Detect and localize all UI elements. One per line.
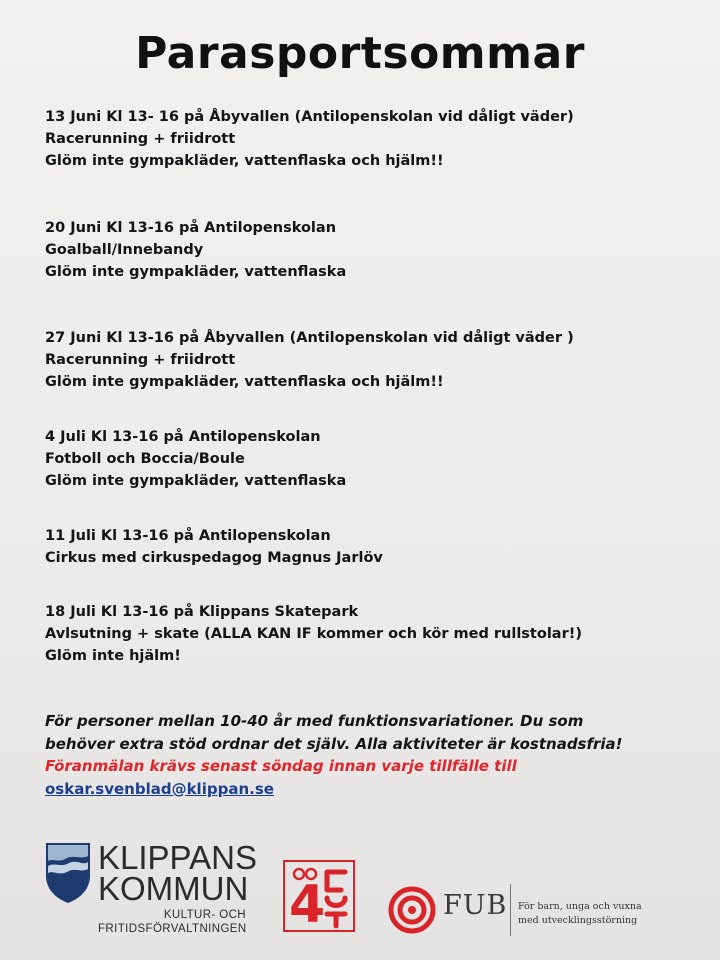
klippans-kommun-name: KLIPPANS KOMMUN (98, 839, 257, 907)
event-reminder: Glöm inte gympakläder, vattenflaska och hjälm!! (45, 153, 444, 169)
info-support: behöver extra stöd ordnar det själv. Alla aktiviteter är kostnadsfria! (45, 734, 623, 753)
four-u-logo-icon (283, 860, 355, 932)
event-4 (45, 426, 685, 492)
event-1 (45, 106, 685, 172)
coat-of-arms-icon (45, 842, 91, 904)
event-activity: Avlsutning + skate (ALLA KAN IF kommer och kör med rullstolar!) (45, 626, 582, 642)
four-u-logo (283, 860, 355, 932)
event-5 (45, 525, 685, 569)
event-date-location: 27 Juni Kl 13-16 på Åbyvallen (Antilopenskolan vid dåligt väder ) (45, 330, 574, 346)
event-activity: Racerunning + friidrott (45, 352, 236, 368)
event-reminder: Glöm inte gympakläder, vattenflaska (45, 473, 347, 489)
fub-name: FUB (443, 890, 508, 921)
event-3 (45, 327, 685, 393)
fub-target-icon (388, 886, 436, 934)
fub-tagline: För barn, unga och vuxna med utvecklingsstörning (518, 901, 642, 926)
fub-divider (510, 884, 511, 936)
event-reminder: Glöm inte gympakläder, vattenflaska och hjälm!! (45, 374, 444, 390)
event-reminder: Glöm inte gympakläder, vattenflaska (45, 264, 347, 280)
event-6 (45, 601, 685, 667)
department-name: KULTUR- OCH FRITIDSFÖRVALTNINGEN (98, 909, 247, 935)
klippans-kommun-logo (45, 840, 255, 940)
info-block (45, 710, 705, 800)
event-date-location: 13 Juni Kl 13- 16 på Åbyvallen (Antilopenskolan vid dåligt väder) (45, 109, 574, 125)
event-activity: Fotboll och Boccia/Boule (45, 451, 245, 467)
event-activity: Cirkus med cirkuspedagog Magnus Jarlöv (45, 550, 383, 566)
event-activity: Racerunning + friidrott (45, 131, 236, 147)
event-date-location: 18 Juli Kl 13-16 på Klippans Skatepark (45, 604, 359, 620)
event-2 (45, 217, 685, 283)
svg-text:4: 4 (289, 875, 326, 932)
event-reminder: Glöm inte hjälm! (45, 648, 181, 664)
email-link[interactable]: oskar.svenblad@klippan.se (45, 779, 274, 798)
page-title: Parasportsommar (135, 28, 585, 79)
fub-logo (388, 880, 642, 940)
info-audience: För personer mellan 10-40 år med funktionsvariationer. Du som (45, 712, 584, 730)
event-date-location: 11 Juli Kl 13-16 på Antilopenskolan (45, 528, 331, 544)
event-date-location: 20 Juni Kl 13-16 på Antilopenskolan (45, 220, 337, 236)
event-date-location: 4 Juli Kl 13-16 på Antilopenskolan (45, 429, 321, 445)
registration-notice: Föranmälan krävs senast söndag innan varje tillfälle till (45, 757, 517, 775)
event-activity: Goalball/Innebandy (45, 242, 204, 258)
